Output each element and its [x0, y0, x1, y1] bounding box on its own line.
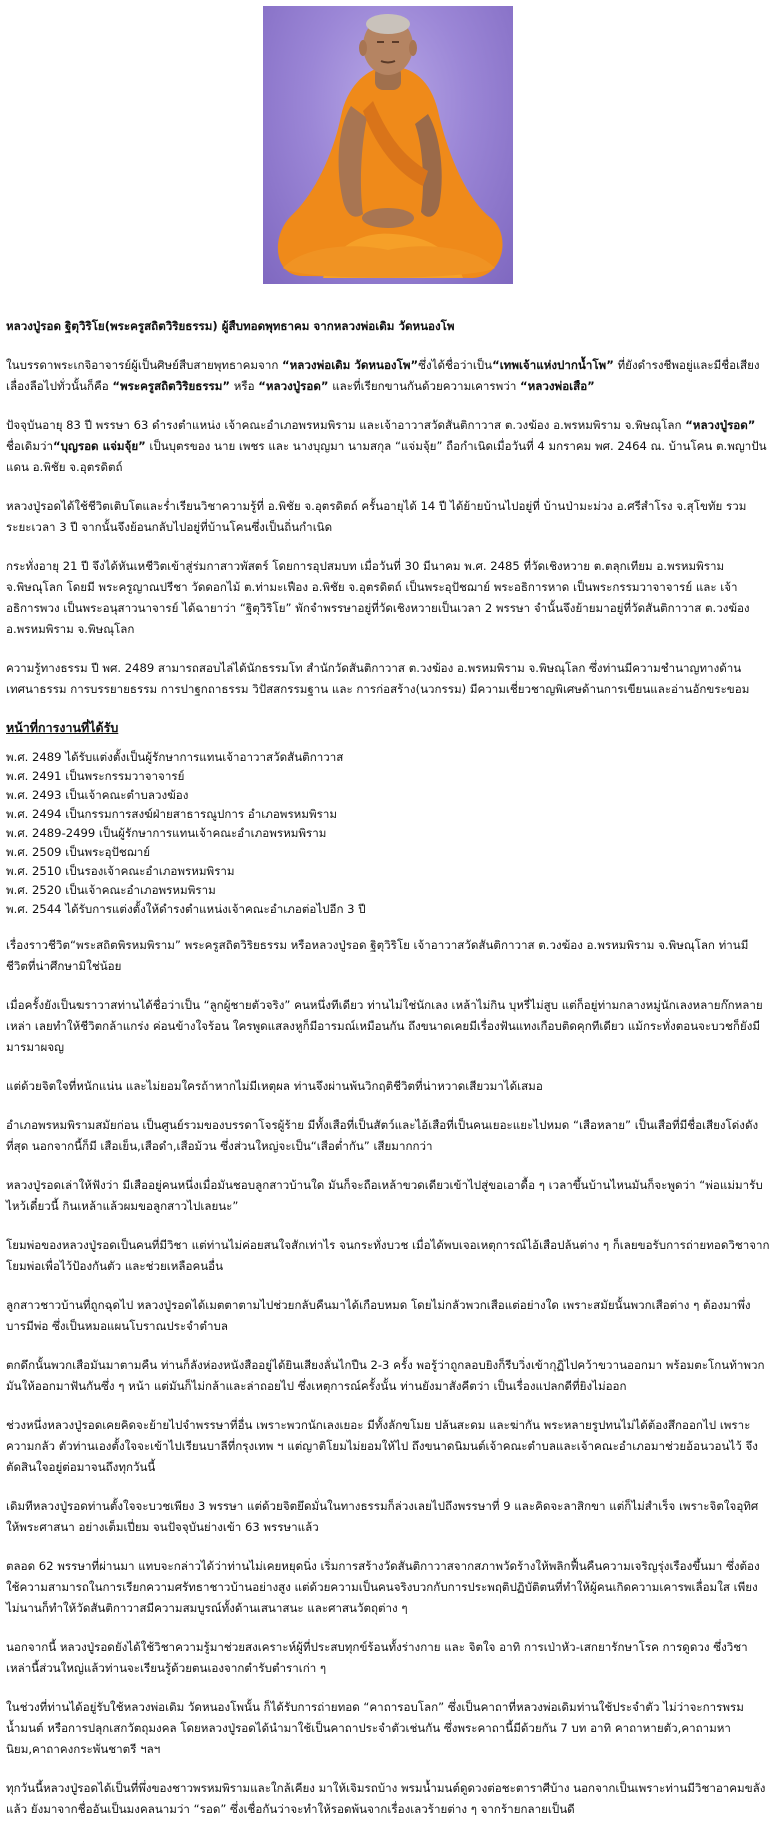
duty-item: พ.ศ. 2494 เป็นกรรมการสงฆ์ฝ่ายสาธารณูปการ อำเภอพรหมพิราม [6, 807, 337, 821]
duty-item: พ.ศ. 2509 เป็นพระอุปัชฌาย์ [6, 845, 150, 859]
story-paragraph: ตลอด 62 พรรษาที่ผ่านมา แทบจะกล่าวได้ว่าท่านไม่เคยหยุดนิ่ง เริ่มการสร้างวัดสันติกาวาสจากสภาพวัดร้างให้พลิกฟื้นคืนความเจริญรุ่งเรืองขึ้นมา ซึ่งต้องใช้ความสามารถในการเรียกความศรัทธาชาวบ้านอย่างสูง แต่ด้วยความเป็นคนจริงบวกกับการประพฤติปฏิบัติตนที่ทำให้ผู้คนเกิดความเคารพเลื่อมใส เพียงไม่นานก็ทำให้วัดสันติกาวาสมีความสมบูรณ์ทั้งด้านเสนาสนะ และศาสนวัตถุต่าง ๆ [6, 1559, 760, 1615]
duty-item: พ.ศ. 2544 ได้รับการแต่งตั้งให้ดำรงตำแหน่งเจ้าคณะอำเภอต่อไปอีก 3 ปี [6, 902, 366, 916]
story-paragraph: โยมพ่อของหลวงปู่รอดเป็นคนที่มีวิชา แต่ท่านไม่ค่อยสนใจสักเท่าไร จนกระทั่งบวช เมื่อได้พบเจอเหตุการณ์ไอ้เสือปล้นต่าง ๆ ก็เลยขอรับการถ่ายทอดวิชาจากโยมพ่อเพื่อไว้ป้องกันตัว และช่วยเหลือคนอื่น [6, 1238, 770, 1273]
duties-list [6, 748, 770, 919]
story-paragraph: ทุกวันนี้หลวงปู่รอดได้เป็นที่พึ่งของชาวพรหมพิรามและใกล้เคียง มาให้เจิมรถบ้าง พรมน้ำมนต์ดูดวงต่อชะตาราศีบ้าง นอกจากเป็นเพราะท่านมีวิชาอาคมขลังแล้ว ยังมาจากชื่ออันเป็นมงคลนามว่า “รอด” ซึ่งเชื่อกันว่าจะทำให้รอดพ้นจากเรื่องเลวร้ายต่าง ๆ จากร้ายกลายเป็นดี [6, 1781, 766, 1816]
story-paragraph: แต่ด้วยจิตใจที่หนักแน่น และไม่ยอมใครถ้าหากไม่มีเหตุผล ท่านจึงผ่านพ้นวิกฤติชีวิตที่น่าหวาดเสียวมาได้เสมอ [6, 1079, 543, 1093]
early-life-paragraph: หลวงปู่รอดได้ใช้ชีวิตเติบโตและร่ำเรียนวิชาความรู้ที่ อ.พิชัย จ.อุตรดิตถ์ ครั้นอายุได้ 14 ปี ได้ย้ายบ้านไปอยู่ที่ บ้านป่ามะม่วง อ.ศรีสำโรง จ.สุโขทัย รวมระยะเวลา 3 ปี จากนั้นจึงย้อนกลับไปอยู่ที่บ้านโคนซึ่งเป็นถิ่นกำเนิด [6, 499, 747, 534]
story-paragraph: นอกจากนี้ หลวงปู่รอดยังได้ใช้วิชาความรู้มาช่วยสงเคราะห์ผู้ที่ประสบทุกข์ร้อนทั้งร่างกาย และ จิตใจ อาทิ การเป่าหัว-เสกยารักษาโรค การดูดวง ซึ่งวิชาเหล่านี้ส่วนใหญ่แล้วท่านจะเรียนรู้ด้วยตนเองจากตำรับตำราเก่า ๆ [6, 1640, 748, 1675]
story-paragraph: หลวงปู่รอดเล่าให้ฟังว่า มีเสืออยู่คนหนึ่งเมื่อมันชอบลูกสาวบ้านใด มันก็จะถือเหล้าขวดเดียวเข้าไปสู่ขอเอาดื้อ ๆ เวลาขึ้นบ้านไหนมันก็จะพูดว่า “พ่อแม่มารับไหว้เดี๋ยวนี้ กินเหล้าแล้วผมขอลูกสาวไปเลยนะ” [6, 1178, 763, 1213]
duty-item: พ.ศ. 2491 เป็นพระกรรมวาจาจารย์ [6, 769, 185, 783]
dharma-knowledge-paragraph: ความรู้ทางธรรม ปี พศ. 2489 สามารถสอบไล่ได้นักธรรมโท สำนักวัดสันติกาวาส ต.วงฆ้อง อ.พรหมพิราม จ.พิษณุโลก ซึ่งท่านมีความชำนาญทางด้านเทศนาธรรม การบรรยายธรรม การปาฐกถาธรรม วิปัสสกรรมฐาน และ การก่อสร้าง(นวกรรม) มีความเชี่ยวชาญพิเศษด้านการเขียนและอ่านอักขระขอม [6, 661, 750, 696]
story-paragraph: ช่วงหนึ่งหลวงปู่รอดเคยคิดจะย้ายไปจำพรรษาที่อื่น เพราะพวกนักเลงเยอะ มีทั้งลักขโมย ปล้นสะดม และฆ่ากัน พระหลายรูปทนไม่ได้ต้องสึกออกไป เพราะความกลัว ตัวท่านเองตั้งใจจะเข้าไปเรียนบาลีที่กรุงเทพ ฯ แต่ญาติโยมไม่ยอมให้ไป ถึงขนาดนิมนต์เจ้าคณะตำบลและเจ้าคณะอำเภอมาช่วยอ้อนวอนไว้ จึงตัดสินใจอยู่ต่อมาจนถึงทุกวันนี้ [6, 1418, 758, 1474]
biography-paragraph: ปัจจุบันอายุ 83 ปี พรรษา 63 ดำรงตำแหน่ง เจ้าคณะอำเภอพรหมพิราม และเจ้าอาวาสวัดสันติกาวาส ต.วงฆ้อง อ.พรหมพิราม จ.พิษณุโลก “หลวงปู่รอด” ชื่อเดิมว่า“บุญรอด แจ่มจุ้ย” เป็นบุตรของ นาย เพชร และ นางบุญมา นามสกุล “แจ่มจุ้ย” ถือกำเนิดเมื่อวันที่ 4 มกราคม พศ. 2464 ณ. บ้านโคน ต.พญาปันแดน อ.พิชัย จ.อุตรดิตถ์ [6, 418, 767, 474]
duty-item: พ.ศ. 2489 ได้รับแต่งตั้งเป็นผู้รักษาการแทนเจ้าอาวาสวัดสันติกาวาส [6, 750, 344, 764]
duty-item: พ.ศ. 2510 เป็นรองเจ้าคณะอำเภอพรหมพิราม [6, 864, 235, 878]
article-title: หลวงปู่รอด ฐิตุวิริโย(พระครูสถิตวิริยธรรม) ผู้สืบทอดพุทธาคม จากหลวงพ่อเดิม วัดหนองโพ [6, 319, 455, 333]
duty-item: พ.ศ. 2493 เป็นเจ้าคณะตำบลวงฆ้อง [6, 788, 189, 802]
article [6, 317, 770, 1838]
duties-heading: หน้าที่การงานที่ได้รับ [6, 720, 119, 735]
duty-item: พ.ศ. 2520 เป็นเจ้าคณะอำเภอพรหมพิราม [6, 883, 216, 897]
duty-item: พ.ศ. 2489-2499 เป็นผู้รักษาการแทนเจ้าคณะอำเภอพรหมพิราม [6, 826, 327, 840]
monk-portrait-photo [263, 6, 513, 284]
story-paragraph: ลูกสาวชาวบ้านที่ถูกฉุดไป หลวงปู่รอดได้เมตตาตามไปช่วยกลับคืนมาได้เกือบหมด โดยไม่กลัวพวกเสือแต่อย่างใด เพราะสมัยนั้นพวกเสือต่าง ๆ ต้องมาพึ่งบารมีพ่อ ซึ่งเป็นหมอแผนโบราณประจำตำบล [6, 1298, 751, 1333]
story-paragraph: เรื่องราวชีวิต“พระสถิตพิรหมพิราม” พระครูสถิตวิริยธรรม หรือหลวงปู่รอด ฐิตุวิริโย เจ้าอาวาสวัดสันติกาวาส ต.วงฆ้อง อ.พรหมพิราม จ.พิษณุโลก ท่านมีชีวิตที่น่าศึกษามิใช่น้อย [6, 938, 749, 973]
ordination-paragraph: กระทั่งอายุ 21 ปี จึงได้หันเหชีวิตเข้าสู่ร่มกาสาวพัสตร์ โดยการอุปสมบท เมื่อวันที่ 30 มีนาคม พ.ศ. 2485 ที่วัดเชิงหวาย ต.ตลุกเทียม อ.พรหมพิราม จ.พิษณุโลก โดยมี พระครูญาณปรีชา วัดดอกไม้ ต.ท่ามะเฟือง อ.พิชัย จ.อุตรดิตถ์ เป็นพระอุปัชฌาย์ พระอธิการหาด เป็นพระกรรมวาจาจารย์ และ เจ้าอธิการพวง เป็นพระอนุสาวนาจารย์ ได้ฉายาว่า “ฐิตุวิริโย” พักจำพรรษาอยู่ที่วัดเชิงหวายเป็นเวลา 2 พรรษา จำนั้นจึงย้ายมาอยู่ที่วัดสันติกาวาส ต.วงฆ้อง อ.พรหมพิราม จ.พิษณุโลก [6, 559, 750, 636]
monk-portrait-illustration [263, 6, 513, 284]
story-paragraph: เดิมทีหลวงปู่รอดท่านตั้งใจจะบวชเพียง 3 พรรษา แต่ด้วยจิตยึดมั่นในทางธรรมก็ล่วงเลยไปถึงพรรษาที่ 9 และคิดจะลาสิกขา แต่ก็ไม่สำเร็จ เพราะจิตใจอุทิศให้พระศาสนา อย่างเต็มเปี่ยม จนปัจจุบันย่างเข้า 63 พรรษาแล้ว [6, 1499, 759, 1534]
intro-paragraph: ในบรรดาพระเกจิอาจารย์ผู้เป็นศิษย์สืบสายพุทธาคมจาก “หลวงพ่อเดิม วัดหนองโพ”ซึ่งได้ชื่อว่าเป็น“เทพเจ้าแห่งปากน้ำโพ” ที่ยังดำรงชีพอยู่และมีชื่อเสียงเลื่องลือไปทั่วนั้นก็คือ “พระครูสถิตวิริยธรรม” หรือ “หลวงปู่รอด” และที่เรียกขานกันด้วยความเคารพว่า “หลวงพ่อเสือ” [6, 358, 760, 393]
story-paragraph: ในช่วงที่ท่านได้อยู่รับใช้หลวงพ่อเดิม วัดหนองโพนั้น ก็ได้รับการถ่ายทอด “คาถารอบโลก” ซึ่งเป็นคาถาที่หลวงพ่อเดิมท่านใช้ประจำตัว ไม่ว่าจะการพรมน้ำมนต์ หรือการปลุกเสกวัตถุมงคล โดยหลวงปู่รอดได้นำมาใช้เป็นคาถาประจำตัวเช่นกัน ซึ่งพระคาถานี้มีด้วยกัน 7 บท อาทิ คาถาหายตัว,คาถามหานิยม,คาถาคงกระพันชาตรี ฯลฯ [6, 1700, 744, 1756]
story-paragraph: เมื่อครั้งยังเป็นฆราวาสท่านได้ชื่อว่าเป็น “ลูกผู้ชายตัวจริง” คนหนึ่งทีเดียว ท่านไม่ใช่นักเลง เหล้าไม่กิน บุหรี่ไม่สูบ แต่ก็อยู่ท่ามกลางหมู่นักเลงหลายก๊กหลายเหล่า เลยทำให้ชีวิตกล้าแกร่ง ค่อนข้างใจร้อน ใครพูดแสลงหูก็มีอารมณ์เหมือนกัน ถึงขนาดเคยมีเรื่องฟันแทงเกือบติดคุกทีเดียว แม้กระทั่งตอนจะบวชก็ยังมีมารมาผจญ [6, 998, 763, 1054]
story-paragraph: อำเภอพรหมพิรามสมัยก่อน เป็นศูนย์รวมของบรรดาโจรผู้ร้าย มีทั้งเสือที่เป็นสัตว์และไอ้เสือที่เป็นคนเยอะแยะไปหมด “เสือหลาย” เป็นเสือที่มีชื่อเสียงโด่งดังที่สุด นอกจากนี้ก็มี เสือเย็น,เสือดำ,เสือม้วน ซึ่งส่วนใหญ่จะเป็น“เสือต่ำกัน” เสียมากกว่า [6, 1118, 759, 1153]
story-paragraph: ตกดึกนั้นพวกเสือมันมาตามคืน ท่านก็ลังห่องหนังสืออยู่ได้ยินเสียงลั่นไกปืน 2-3 ครั้ง พอรู้ว่าถูกลอบยิงก็รีบวิ่งเข้ากุฏิไปคว้าขวานออกมา พร้อมตะโกนท้าพวกมันให้ออกมาฟันกันซึ่ง ๆ หน้า แต่มันก็ไม่กล้าและล่าถอยไป ซึ่งเหตุการณ์ครั้งนั้น ท่านยังมาสังคีตว่า เป็นเรื่องแปลกดีที่ยิงไม่ออก [6, 1358, 765, 1393]
